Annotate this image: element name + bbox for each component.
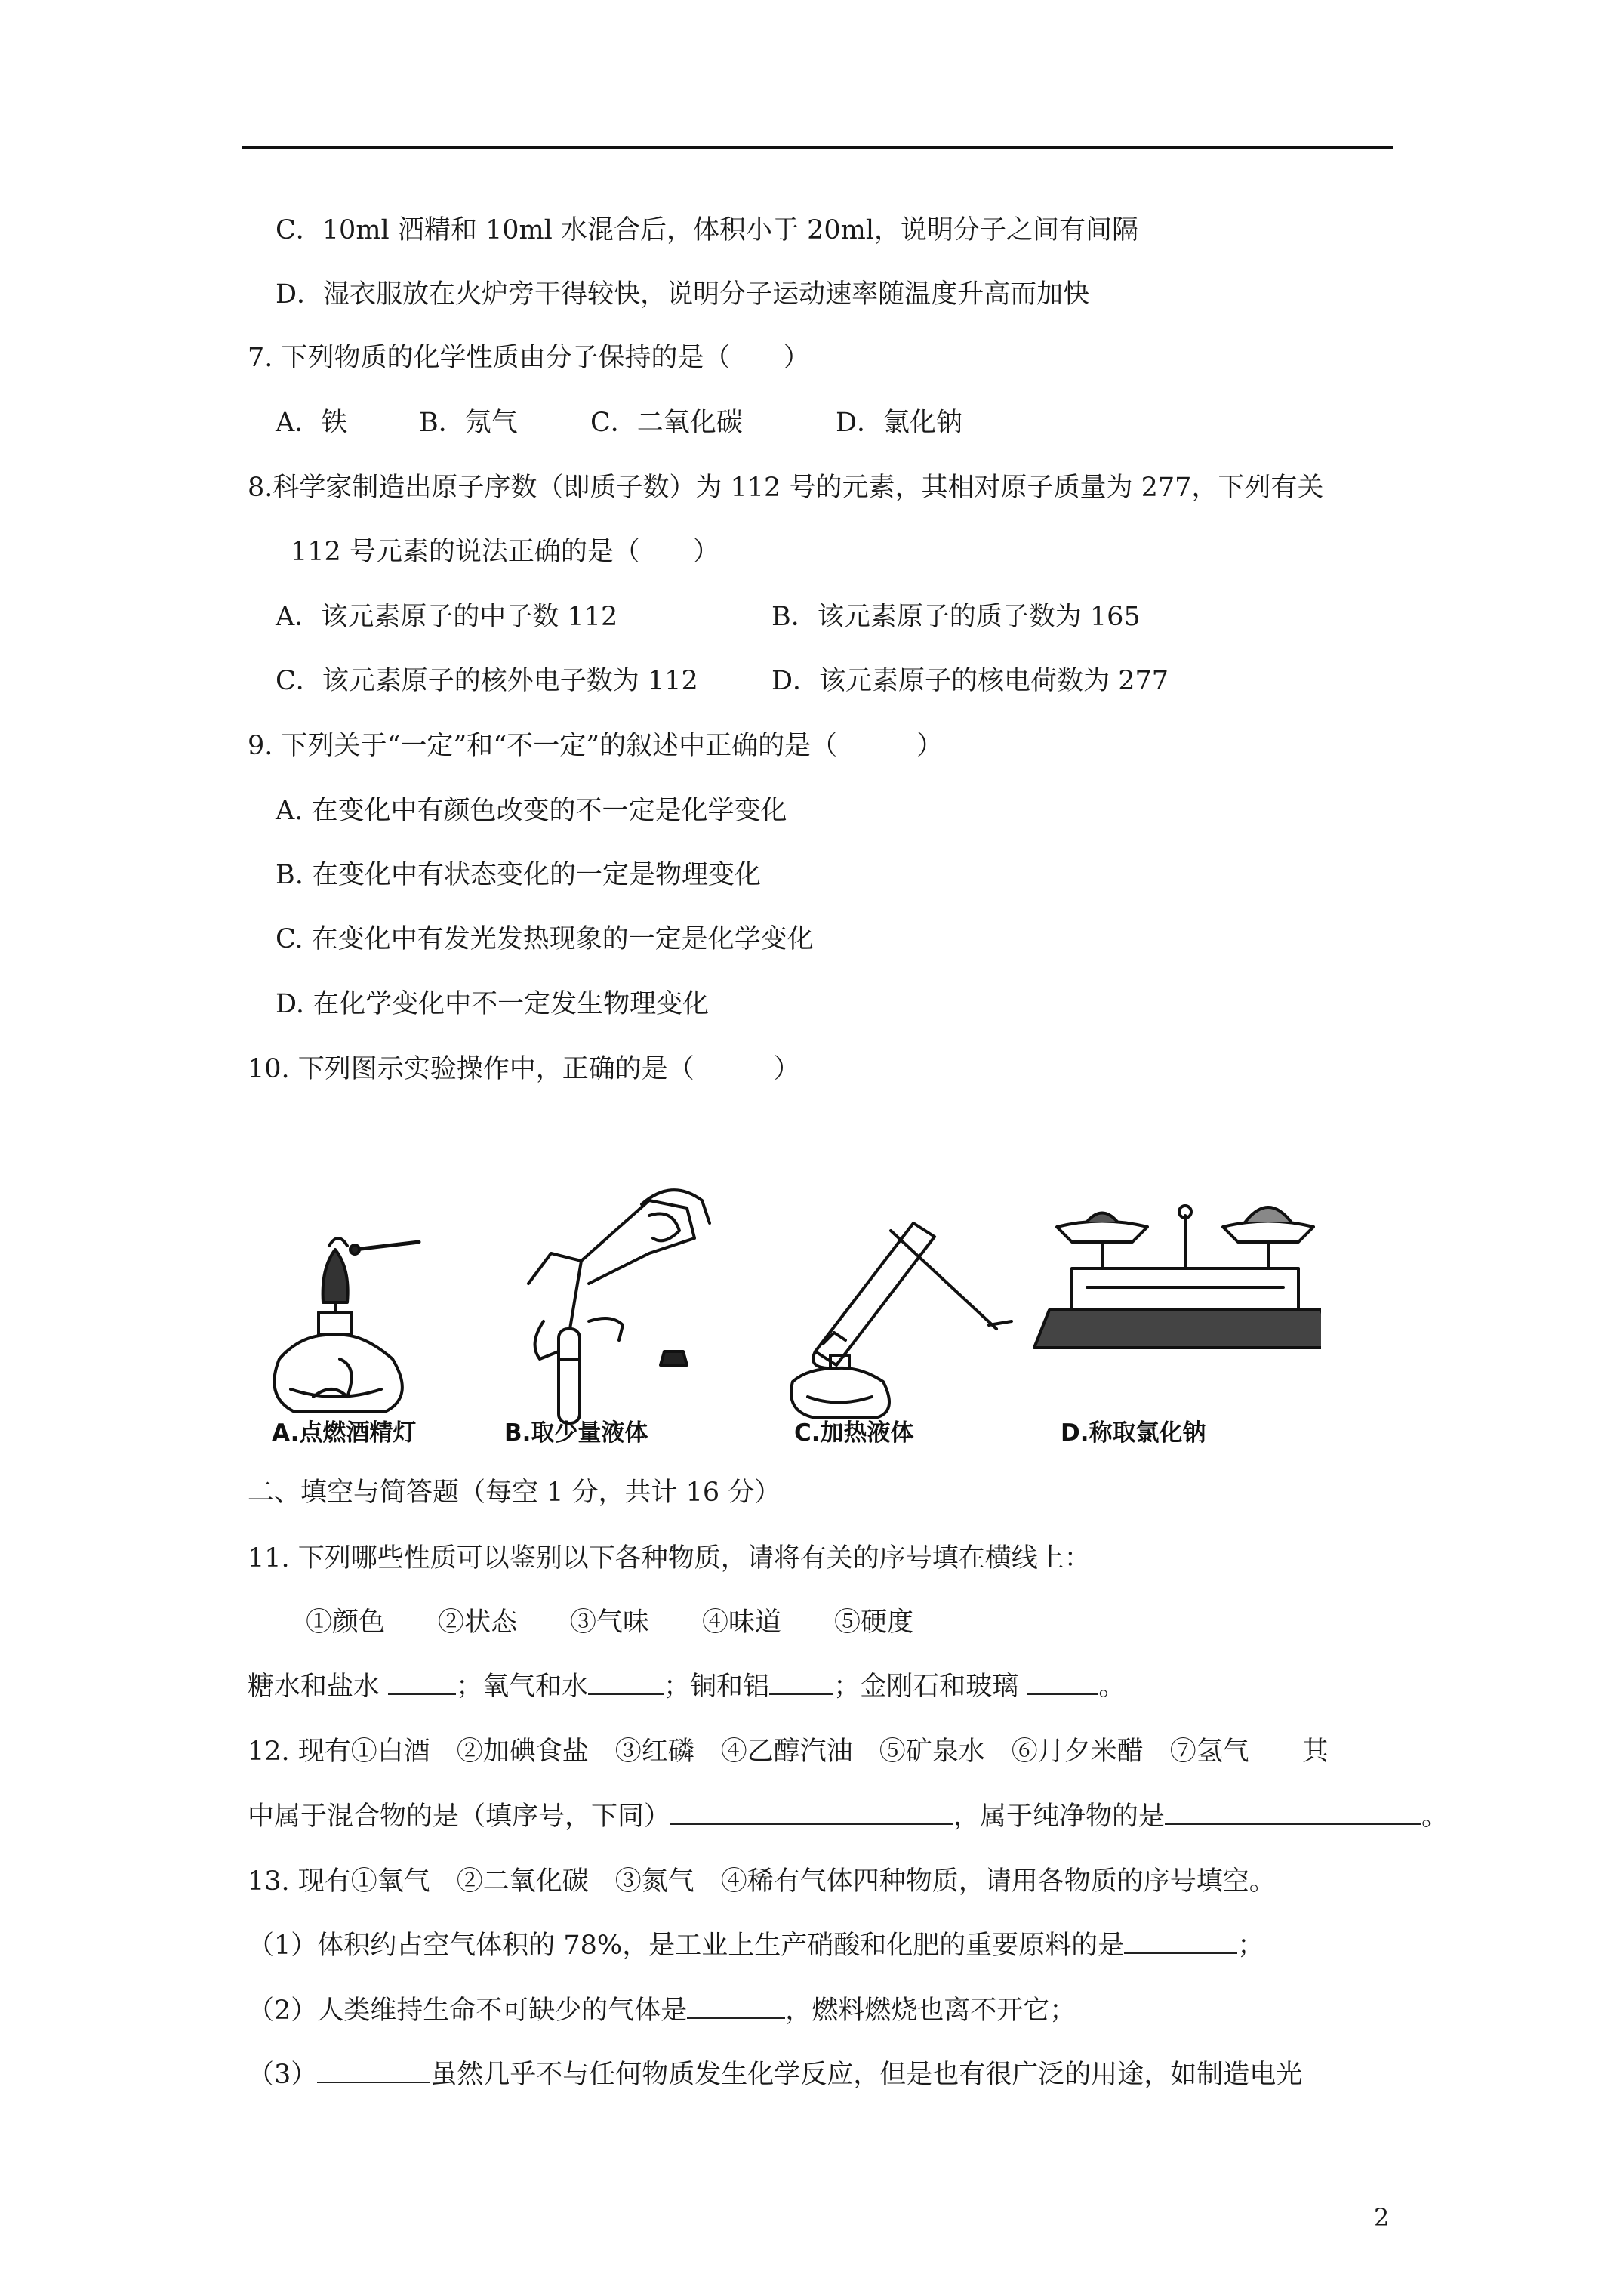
figure-caption-a: A.点燃酒精灯 <box>272 1419 417 1447</box>
q9-option-b: B. 在变化中有状态变化的一定是物理变化 <box>276 860 761 890</box>
q13-sub2-text-b: ，燃料燃烧也离不开它； <box>785 1996 1076 2026</box>
q13-sub2-text-a: （2）人类维持生命不可缺少的气体是 <box>248 1996 688 2026</box>
q12-stem-line1: 12. 现有①白酒 ②加碘食盐 ③红磷 ④乙醇汽油 ⑤矿泉水 ⑥月夕米醋 ⑦氢气 其 <box>248 1737 1329 1767</box>
balance-scale-image <box>1034 1206 1321 1348</box>
q13-sub3 <box>248 2058 1302 2091</box>
q11-blank-1[interactable] <box>388 1671 456 1695</box>
q8-stem-line2: 112 号元素的说法正确的是（ ） <box>291 537 719 567</box>
alcohol-lamp-image <box>274 1238 419 1412</box>
section2-title: 二、填空与简答题（每空 1 分，共计 16 分） <box>248 1478 781 1508</box>
q13-sub3-text-b: 虽然几乎不与任何物质发生化学反应，但是也有很广泛的用途，如制造电光 <box>430 2060 1303 2090</box>
q11-stem: 11. 下列哪些性质可以鉴别以下各种物质，请将有关的序号填在横线上： <box>248 1543 1091 1573</box>
q10-stem: 10. 下列图示实验操作中，正确的是（ ） <box>248 1054 800 1084</box>
q13-stem: 13. 现有①氧气 ②二氧化碳 ③氮气 ④稀有气体四种物质，请用各物质的序号填空。 <box>248 1866 1276 1897</box>
q11-blank-4[interactable] <box>1027 1671 1098 1695</box>
figure-caption-d: D.称取氯化钠 <box>1061 1419 1206 1447</box>
heating-test-tube-image <box>791 1223 1012 1418</box>
q11-pair-1: 糖水和盐水 <box>248 1672 380 1702</box>
q7-option-c: C．二氧化碳 <box>590 408 743 438</box>
q12-blank-pure[interactable] <box>1165 1801 1421 1825</box>
q12-stem-line2 <box>248 1800 1448 1833</box>
lab-operations-figure <box>249 1170 1321 1450</box>
q11-options: ①颜色 ②状态 ③气味 ④味道 ⑤硬度 <box>306 1607 914 1638</box>
q11-pair-2: ；氧气和水 <box>456 1672 589 1702</box>
header-rule <box>242 146 1393 149</box>
q8-stem-line1: 8.科学家制造出原子序数（即质子数）为 112 号的元素，其相对原子质量为 277，下列有关 <box>248 473 1324 503</box>
q11-pair-4: ；金刚石和玻璃 <box>833 1672 1019 1702</box>
q13-sub3-text-a: （3） <box>248 2060 318 2090</box>
figure-caption-c: C.加热液体 <box>794 1419 914 1447</box>
q11-pair-3: ；铜和铝 <box>664 1672 770 1702</box>
q8-option-d: D．该元素原子的核电荷数为 277 <box>771 666 1169 696</box>
q11-blanks-line <box>248 1670 1125 1703</box>
q7-option-a: A．铁 <box>276 408 348 438</box>
q13-sub1 <box>248 1929 1264 1962</box>
q7-stem: 7. 下列物质的化学性质由分子保持的是（ ） <box>248 343 810 373</box>
q6-option-c: C．10ml 酒精和 10ml 水混合后，体积小于 20ml，说明分子之间有间隔 <box>276 215 1139 245</box>
q13-sub2 <box>248 1994 1076 2027</box>
q12-end: 。 <box>1421 1801 1449 1832</box>
q11-blank-2[interactable] <box>588 1671 664 1695</box>
q11-blank-3[interactable] <box>769 1671 833 1695</box>
q6-option-d: D．湿衣服放在火炉旁干得较快，说明分子运动速率随温度升高而加快 <box>276 279 1090 310</box>
q11-end: 。 <box>1098 1672 1126 1702</box>
figure-caption-b: B.取少量液体 <box>504 1419 648 1447</box>
q9-option-a: A. 在变化中有颜色改变的不一定是化学变化 <box>276 796 787 826</box>
q9-option-c: C. 在变化中有发光发热现象的一定是化学变化 <box>276 924 814 954</box>
q12-pure-label: ，属于纯净物的是 <box>953 1801 1166 1832</box>
q8-option-b: B．该元素原子的质子数为 165 <box>771 602 1141 632</box>
q12-blank-mixture[interactable] <box>670 1801 953 1825</box>
q8-option-a: A．该元素原子的中子数 112 <box>276 602 618 632</box>
q13-blank-2[interactable] <box>687 1995 785 2019</box>
page-number: 2 <box>1374 2203 1390 2232</box>
q13-blank-1[interactable] <box>1124 1930 1237 1954</box>
q9-stem: 9. 下列关于“一定”和“不一定”的叙述中正确的是（ ） <box>248 731 944 761</box>
q13-sub1-end: ； <box>1237 1931 1264 1961</box>
q9-option-d: D. 在化学变化中不一定发生物理变化 <box>276 989 710 1019</box>
pouring-liquid-image <box>528 1190 710 1423</box>
q7-option-d: D．氯化钠 <box>836 408 963 438</box>
q13-sub1-text: （1）体积约占空气体积的 78%，是工业上生产硝酸和化肥的重要原料的是 <box>248 1931 1125 1961</box>
q7-option-b: B．氖气 <box>419 408 518 438</box>
q13-blank-3[interactable] <box>317 2059 430 2083</box>
q8-option-c: C．该元素原子的核外电子数为 112 <box>276 666 698 696</box>
q12-mixture-label: 中属于混合物的是（填序号，下同） <box>248 1801 671 1832</box>
